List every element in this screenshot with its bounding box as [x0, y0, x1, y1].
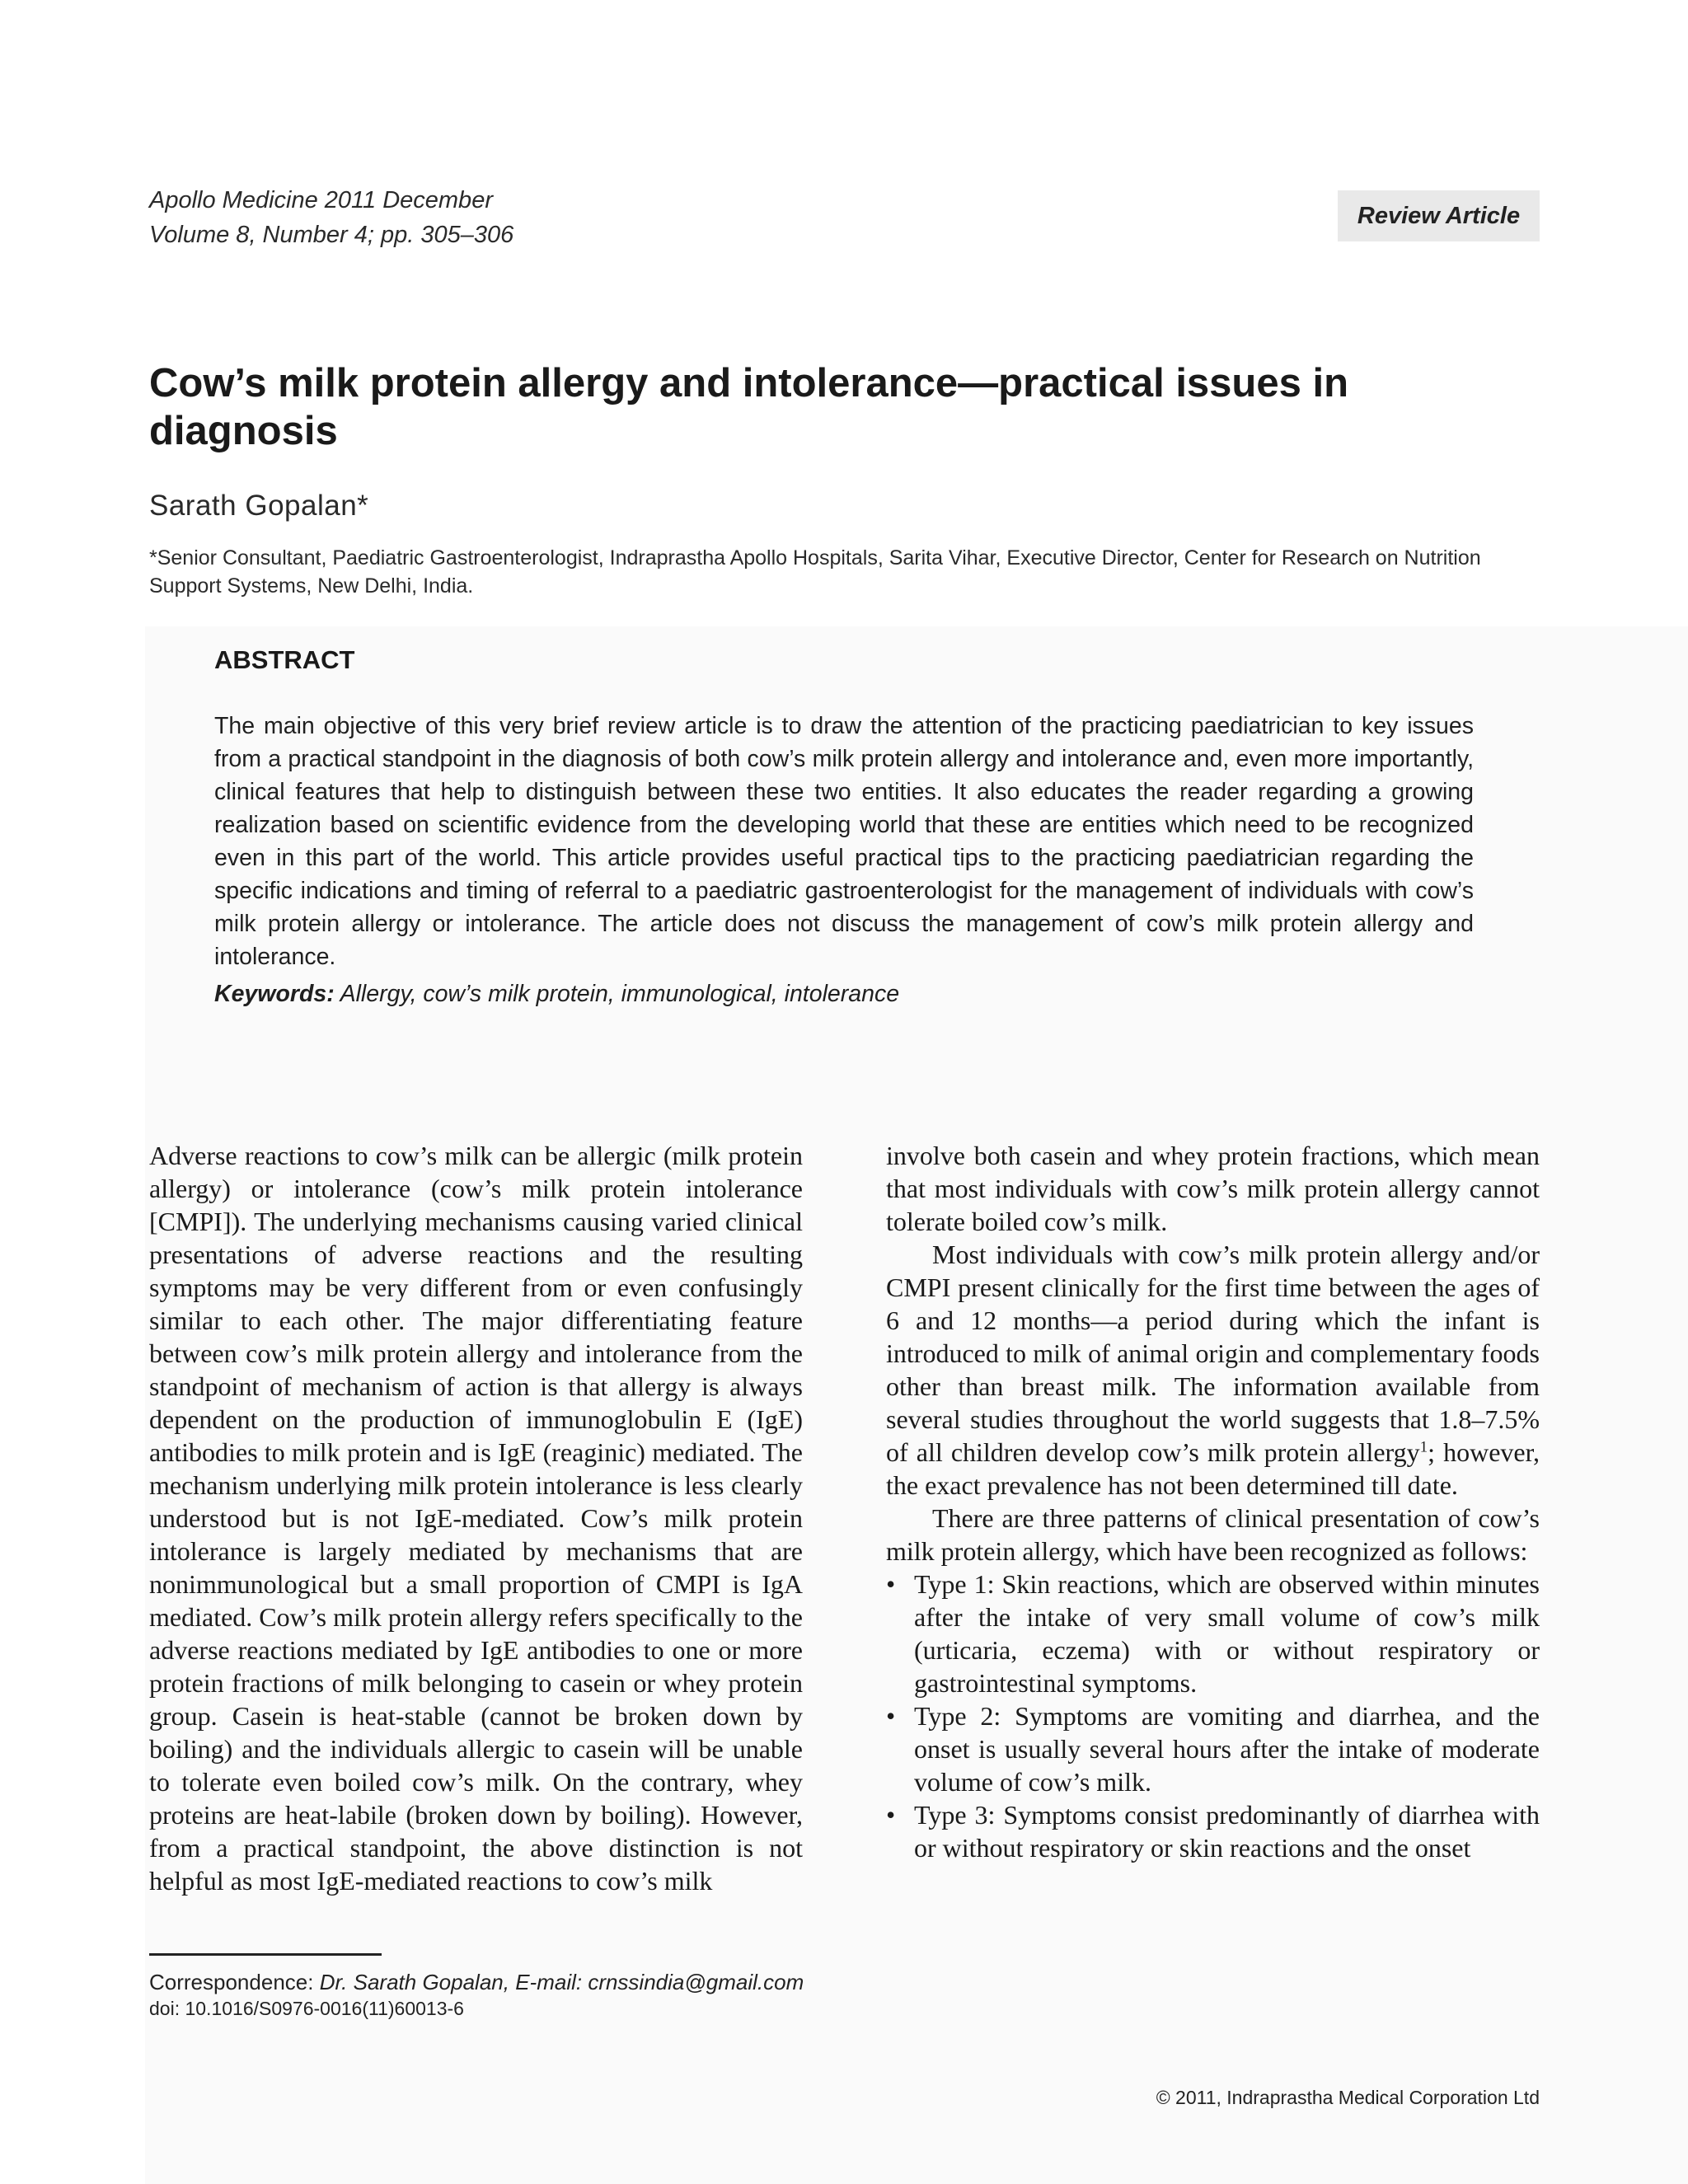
correspondence-line [149, 1968, 804, 1996]
keywords-label: Keywords: [214, 981, 335, 1007]
body-paragraph: Adverse reactions to cow’s milk can be allergic (milk protein allergy) or intolerance (cow’s milk protein intolerance [CMPI]). The underlying mechanisms causing varied clinical presentations of adverse reactions and the resulting symptoms may be very different from or even confusingly similar to each other. The major differentiating feature between cow’s milk protein allergy and intolerance from the standpoint of mechanism of action is that allergy is always dependent on the production of immunoglobulin E (IgE) antibodies to milk protein and is IgE (reaginic) mediated. The mechanism underlying milk protein intolerance is less clearly understood but is not IgE-mediated. Cow’s milk protein intolerance is largely mediated by mechanisms that are nonimmunological but a small proportion of CMPI is IgA mediated. Cow’s milk protein allergy refers specifically to the adverse reactions mediated by IgE antibodies to one or more protein fractions of milk belonging to casein or whey protein group. Casein is heat-stable (cannot be broken down by boiling) and the individuals allergic to casein will be unable to tolerate even boiled cow’s milk. On the contrary, whey proteins are heat-labile (broken down by boiling). However, from a practical standpoint, the above distinction is not helpful as most IgE-mediated reactions to cow’s milk [149, 1141, 803, 1896]
doi-line[interactable]: doi: 10.1016/S0976-0016(11)60013-6 [149, 1998, 464, 2019]
list-item [886, 1798, 1540, 1864]
keywords-list: Allergy, cow’s milk protein, immunological, intolerance [340, 981, 900, 1007]
prevalence-text-end: ; however, the exact prevalence has not been determined till date. [886, 1437, 1540, 1500]
list-item-text: Type 3: Symptoms consist predominantly of diarrhea with or without respiratory or skin reactions and the onset [914, 1800, 1540, 1863]
citation-reference[interactable]: 1 [1419, 1438, 1428, 1456]
prevalence-text: Most individuals with cow’s milk protein allergy and/or CMPI present clinically for the first time between the ages of 6 and 12 months—a period during which the infant is introduced to milk of animal origin and complementary foods other than breast milk. The information available from several studies throughout the world suggests that 1.8–7.5% of all children develop cow’s milk protein allergy [886, 1240, 1540, 1467]
body-paragraph-patterns: There are three patterns of clinical presentation of cow’s milk protein allergy, which have been recognized as follows: [886, 1503, 1540, 1566]
list-item-text: Type 1: Skin reactions, which are observed within minutes after the intake of very small volume of cow’s milk (urticaria, eczema) with or without respiratory or gastrointestinal symptoms. [914, 1569, 1540, 1698]
body-paragraph: involve both casein and whey protein fractions, which mean that most individuals with cow’s milk protein allergy cannot tolerate boiled cow’s milk. [886, 1141, 1540, 1236]
bullet-icon: • [886, 1800, 896, 1830]
article-title: Cow’s milk protein allergy and intolerance—practical issues in diagnosis [149, 361, 1349, 453]
presentation-types-list [886, 1568, 1540, 1864]
correspondence-detail[interactable]: Dr. Sarath Gopalan, E-mail: crnssindia@gmail.com [319, 1970, 804, 1994]
body-paragraph-prevalence [886, 1238, 1540, 1502]
correspondence-label: Correspondence: [149, 1970, 314, 1994]
bullet-icon: • [886, 1569, 896, 1599]
article-type-badge: Review Article [1338, 190, 1540, 241]
footnote-divider [149, 1953, 382, 1956]
author-name: Sarath Gopalan* [149, 490, 369, 522]
list-item [886, 1699, 1540, 1798]
list-item-text: Type 2: Symptoms are vomiting and diarrhea, and the onset is usually several hours after the intake of moderate volume of cow’s milk. [914, 1701, 1540, 1797]
body-column-right [886, 1139, 1540, 1864]
journal-issue-line: Apollo Medicine 2011 December [149, 187, 493, 213]
keywords-line [214, 981, 1474, 1008]
abstract-text: The main objective of this very brief review article is to draw the attention of the practicing paediatrician to key issues from a practical standpoint in the diagnosis of both cow’s milk protein allergy and intolerance and, even more importantly, clinical features that help to distinguish between these two entities. It also educates the reader regarding a growing realization based on scientific evidence from the developing world that these are entities which need to be recognized even in this part of the world. This article provides useful practical tips to the practicing paediatrician regarding the specific indications and timing of referral to a paediatric gastroenterologist for the management of individuals with cow’s milk protein allergy or intolerance. The article does not discuss the management of cow’s milk protein allergy and intolerance. [214, 713, 1474, 970]
journal-citation [149, 183, 513, 252]
copyright-notice: © 2011, Indraprastha Medical Corporation Ltd [1156, 2087, 1540, 2108]
bullet-icon: • [886, 1701, 896, 1731]
journal-volume-line: Volume 8, Number 4; pp. 305–306 [149, 222, 514, 248]
author-affiliation: *Senior Consultant, Paediatric Gastroenterologist, Indraprastha Apollo Hospitals, Sarita Vihar, Executive Director, Center for Research on Nutrition Support Systems, New Delhi, India. [149, 546, 1481, 598]
body-column-left [149, 1139, 803, 1897]
abstract-heading: ABSTRACT [214, 645, 355, 674]
list-item [886, 1568, 1540, 1699]
